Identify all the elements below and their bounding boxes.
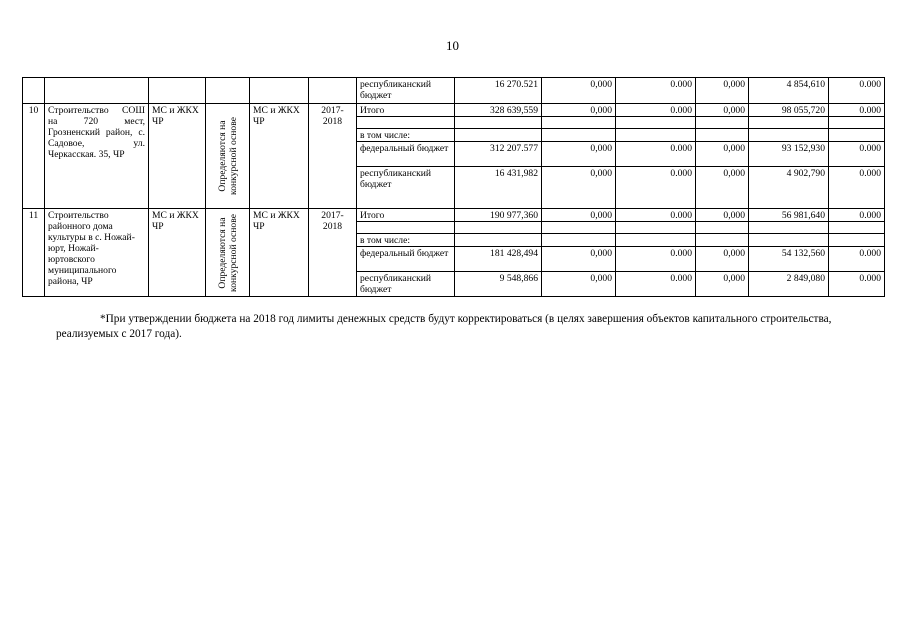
amount-cell: 0,000: [542, 209, 616, 222]
amount-cell: [616, 234, 696, 247]
amount-cell: [829, 222, 885, 234]
amount-cell: [616, 129, 696, 142]
amount-cell: [749, 129, 829, 142]
funding-source-label: Итого: [357, 209, 455, 222]
amount-cell: 16 270.521: [455, 78, 542, 104]
amount-cell: 0.000: [616, 167, 696, 209]
amount-cell: 2 849,080: [749, 272, 829, 297]
amount-cell: 0,000: [696, 104, 749, 117]
amount-cell: 0,000: [696, 78, 749, 104]
table-cell: [206, 78, 250, 104]
amount-cell: [542, 129, 616, 142]
amount-cell: 0,000: [542, 142, 616, 167]
funding-source-label: федеральный бюджет: [357, 142, 455, 167]
amount-cell: [829, 129, 885, 142]
table-cell: [309, 78, 357, 104]
amount-cell: 4 902,790: [749, 167, 829, 209]
amount-cell: [696, 234, 749, 247]
contractor-cell: [206, 104, 250, 209]
amount-cell: 0,000: [542, 272, 616, 297]
amount-cell: 0,000: [696, 167, 749, 209]
page-number: 10: [446, 38, 459, 53]
amount-cell: [696, 222, 749, 234]
amount-cell: [542, 234, 616, 247]
project-name: Строительство районного дома культуры в с. Ножай-юрт, Ножай-юртовского муниципального района, ЧР: [45, 209, 149, 297]
amount-cell: 0.000: [829, 104, 885, 117]
table-cell: [250, 78, 309, 104]
amount-cell: [749, 117, 829, 129]
table-row: [23, 104, 885, 117]
table-cell: [45, 78, 149, 104]
amount-cell: [455, 117, 542, 129]
amount-cell: 56 981,640: [749, 209, 829, 222]
amount-cell: 9 548,866: [455, 272, 542, 297]
amount-cell: 0.000: [829, 247, 885, 272]
amount-cell: [696, 129, 749, 142]
funding-source-label: республиканский бюджет: [357, 78, 455, 104]
contractor-text: Определяются на конкурсной основе: [216, 213, 239, 292]
project-name: Строительство СОШ на 720 мест, Грозненский район, с. Садовое, ул. Черкасская. 35, ЧР: [45, 104, 149, 209]
footnote: *При утверждении бюджета на 2018 год лимиты денежных средств будут корректироваться (в целях завершения объектов капитального строительства, реализуемых с 2017 года).: [56, 313, 832, 340]
amount-cell: [542, 222, 616, 234]
amount-cell: 54 132,560: [749, 247, 829, 272]
amount-cell: 0,000: [696, 272, 749, 297]
amount-cell: 93 152,930: [749, 142, 829, 167]
amount-cell: 0,000: [696, 247, 749, 272]
amount-cell: 0.000: [616, 104, 696, 117]
amount-cell: 0.000: [616, 247, 696, 272]
amount-cell: [749, 222, 829, 234]
amount-cell: 98 055,720: [749, 104, 829, 117]
amount-cell: 0.000: [616, 142, 696, 167]
amount-cell: 4 854,610: [749, 78, 829, 104]
funding-source-label: Итого: [357, 104, 455, 117]
budget-table: [22, 77, 885, 297]
period-cell: 2017-2018: [309, 104, 357, 209]
amount-cell: 0.000: [829, 209, 885, 222]
customer-cell: МС и ЖКХ ЧР: [149, 209, 206, 297]
amount-cell: [542, 117, 616, 129]
project-number: 11: [23, 209, 45, 297]
amount-cell: 0.000: [829, 167, 885, 209]
amount-cell: 190 977,360: [455, 209, 542, 222]
table-row: [23, 209, 885, 222]
amount-cell: 0.000: [829, 142, 885, 167]
amount-cell: [455, 222, 542, 234]
amount-cell: [455, 129, 542, 142]
project-number: 10: [23, 104, 45, 209]
customer-cell: МС и ЖКХ ЧР: [149, 104, 206, 209]
amount-cell: [829, 234, 885, 247]
funding-source-label: федеральный бюджет: [357, 247, 455, 272]
contractor-cell: [206, 209, 250, 297]
table-cell: [23, 78, 45, 104]
table-cell: [149, 78, 206, 104]
amount-cell: [616, 222, 696, 234]
amount-cell: 0,000: [696, 142, 749, 167]
period-cell: 2017-2018: [309, 209, 357, 297]
amount-cell: 16 431,982: [455, 167, 542, 209]
funding-source-label: [357, 222, 455, 234]
amount-cell: [455, 234, 542, 247]
amount-cell: 0.000: [616, 78, 696, 104]
amount-cell: 0,000: [542, 78, 616, 104]
amount-cell: [616, 117, 696, 129]
funding-source-label: республиканский бюджет: [357, 272, 455, 297]
amount-cell: 0,000: [696, 209, 749, 222]
amount-cell: 0.000: [829, 78, 885, 104]
amount-cell: 181 428,494: [455, 247, 542, 272]
amount-cell: 0,000: [542, 247, 616, 272]
amount-cell: 0.000: [616, 272, 696, 297]
table-row: [23, 78, 885, 104]
funding-source-label: республиканский бюджет: [357, 167, 455, 209]
amount-cell: 0.000: [616, 209, 696, 222]
amount-cell: 312 207.577: [455, 142, 542, 167]
contractor-text: Определяются на конкурсной основе: [216, 117, 239, 195]
developer-cell: МС и ЖКХ ЧР: [250, 209, 309, 297]
amount-cell: [749, 234, 829, 247]
funding-source-label: в том числе:: [357, 234, 455, 247]
amount-cell: 0.000: [829, 272, 885, 297]
funding-source-label: [357, 117, 455, 129]
amount-cell: 328 639,559: [455, 104, 542, 117]
amount-cell: 0,000: [542, 104, 616, 117]
amount-cell: [829, 117, 885, 129]
funding-source-label: в том числе:: [357, 129, 455, 142]
amount-cell: 0,000: [542, 167, 616, 209]
amount-cell: [696, 117, 749, 129]
developer-cell: МС и ЖКХ ЧР: [250, 104, 309, 209]
